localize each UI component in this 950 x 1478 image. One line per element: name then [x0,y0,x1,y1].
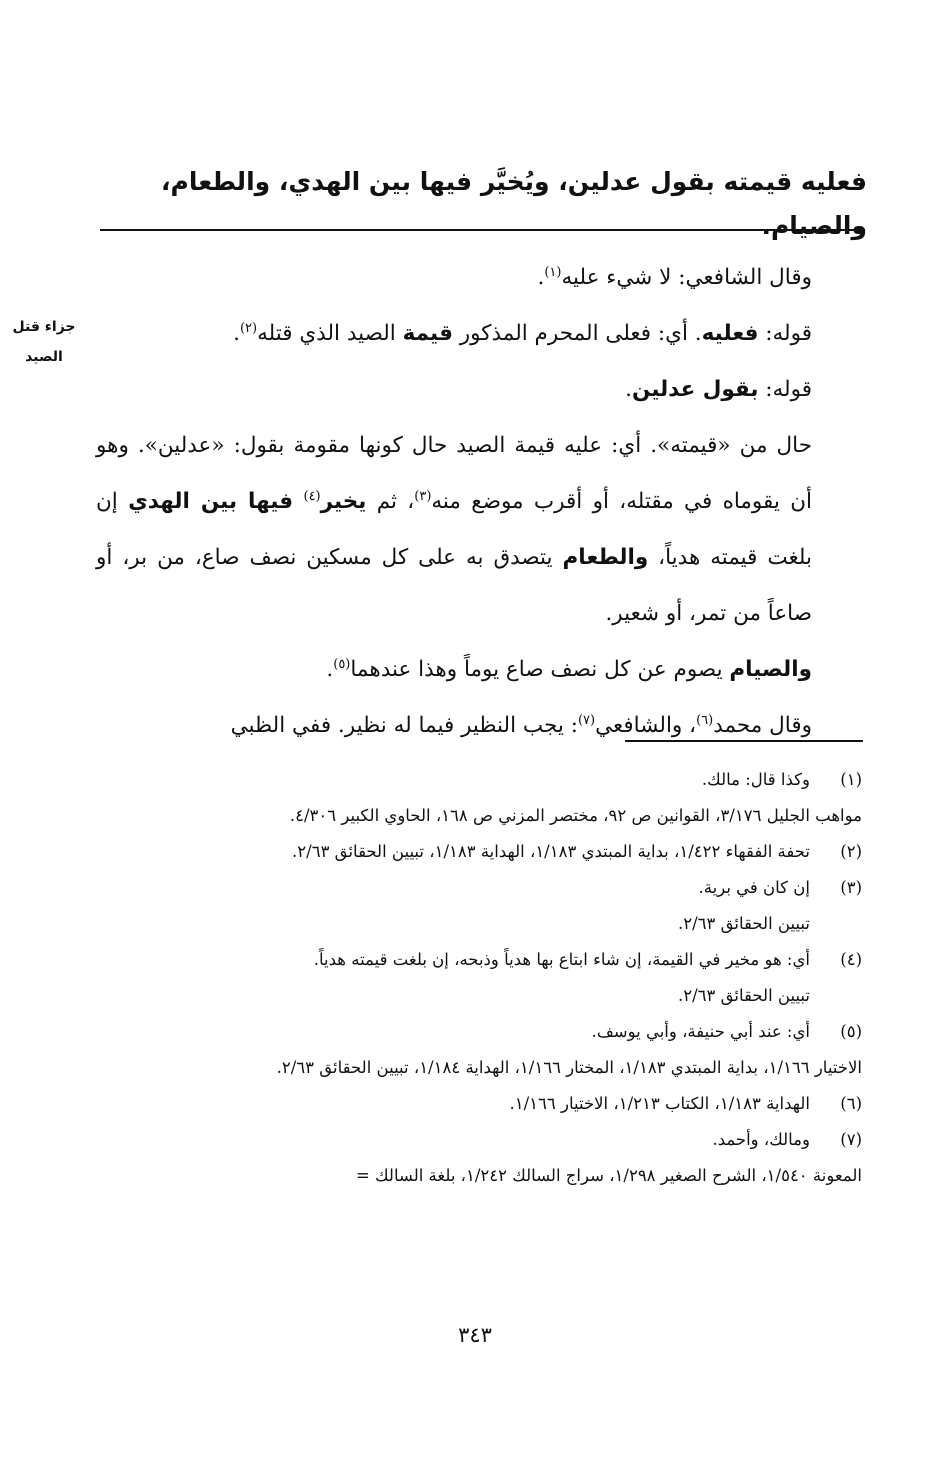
footnote-3 [96,870,862,942]
keyword-fiha-bayn-alhady: فيها بين الهدي [128,489,294,514]
footnote-number: (٦) [840,1094,862,1113]
footnote-source: تبيين الحقائق ٢/٦٣. [678,986,810,1005]
footnote-5-source: الاختيار ١/١٦٦، بداية المبتدي ١/١٨٣، المختار ١/١٦٦، الهداية ١/١٨٤، تبيين الحقائق ٢/٦٣. [276,1058,862,1077]
footnote-7 [96,1122,862,1158]
footnote-4 [96,942,862,1014]
footnote-5 [96,1014,862,1050]
margin-note-line-1: جزاء قتل [12,319,76,335]
commentary-body [96,250,862,754]
footnote-ref-2[interactable]: (٢) [239,320,258,336]
footnote-ref-3[interactable]: (٣) [414,488,432,504]
footnote-ref-7[interactable]: (٧) [577,712,596,728]
footnote-6 [96,1086,862,1122]
keyword-alsiyam: والصيام [729,657,812,682]
footnote-text: تحفة الفقهاء ١/٤٢٢، بداية المبتدي ١/١٨٣، الهداية ١/١٨٣، تبيين الحقائق ٢/٦٣. [292,842,810,861]
margin-note [6,312,82,372]
footnote-2 [96,834,862,870]
footnote-number: (٤) [840,950,862,969]
footnote-number: (١) [840,770,862,789]
footnote-1 [96,762,862,798]
keyword-biqawl-adlayn: بقول عدلين [631,377,759,402]
footnote-number: (٧) [840,1130,862,1149]
paragraph-4: حال من «قيمته». أي: عليه قيمة الصيد حال كونها مقومة بقول: «عدلين». وهو أن يقوماه في مقتله، أو أقرب موضع منه$^{(٣)}$، ثم يخير$^{(٤)}$ فيها بين الهدي إن بلغت قيمته هدياً، والطعام يتصدق به على كل مسكين نصف صاع، من بر، أو صاعاً من تمر، أو شعير. [96,433,812,626]
footnote-ref-1[interactable]: (١) [544,264,562,280]
keyword-altaam: والطعام [562,545,649,570]
paragraph-1: وقال الشافعي: لا شيء عليه$^{(١)}$. [537,264,812,290]
footnote-text: أي: هو مخير في القيمة، إن شاء ابتاع بها هدياً وذبحه، إن بلغت قيمته هدياً. [313,950,810,969]
paragraph-6: وقال محمد$^{(٦)}$، والشافعي$^{(٧)}$: يجب النظير فيما له نظير. ففي الظبي [230,712,812,738]
footnote-text: ومالك، وأحمد. [712,1130,810,1149]
page-number: ٣٤٣ [458,1323,492,1347]
footnote-text: إن كان في برية. [698,878,810,897]
keyword-yukhayyar: يخير [320,489,367,514]
matn-heading: فعليه قيمته بقول عدلين، ويُخيَّر فيها بين الهدي، والطعام، والصيام. [161,167,867,240]
footnote-ref-5[interactable]: (٥) [333,656,351,672]
footnote-text: وكذا قال: مالك. [701,770,810,789]
margin-note-line-2: الصيد [25,349,63,365]
footnote-text: أي: عند أبي حنيفة، وأبي يوسف. [591,1022,810,1041]
footnotes [96,762,862,1194]
paragraph-3: قوله: بقول عدلين. [625,377,812,402]
footnote-number: (٥) [840,1022,862,1041]
paragraph-5: والصيام يصوم عن كل نصف صاع يوماً وهذا عندهما$^{(٥)}$. [326,656,812,682]
footnote-divider [625,740,863,742]
heading-divider [100,229,865,231]
footnote-ref-6[interactable]: (٦) [696,712,714,728]
footnote-1-source: مواهب الجليل ٣/١٧٦، القوانين ص ٩٢، مختصر المزني ص ١٦٨، الحاوي الكبير ٤/٣٠٦. [289,806,862,825]
footnote-source: تبيين الحقائق ٢/٦٣. [678,914,810,933]
footnote-text: الهداية ١/١٨٣، الكتاب ١/٢١٣، الاختيار ١/١٦٦. [509,1094,810,1113]
keyword-qima: قيمة [402,321,453,346]
paragraph-2: قوله: فعليه. أي: فعلى المحرم المذكور قيمة الصيد الذي قتله$^{(٢)}$. [233,320,812,346]
footnote-7-source: المعونة ١/٥٤٠، الشرح الصغير ١/٢٩٨، سراج السالك ١/٢٤٢، بلغة السالك = [355,1166,862,1185]
footnote-number: (٢) [840,842,862,861]
footnote-number: (٣) [840,878,862,897]
keyword-falayhi: فعليه [701,321,759,346]
footnote-ref-4[interactable]: (٤) [303,488,321,504]
